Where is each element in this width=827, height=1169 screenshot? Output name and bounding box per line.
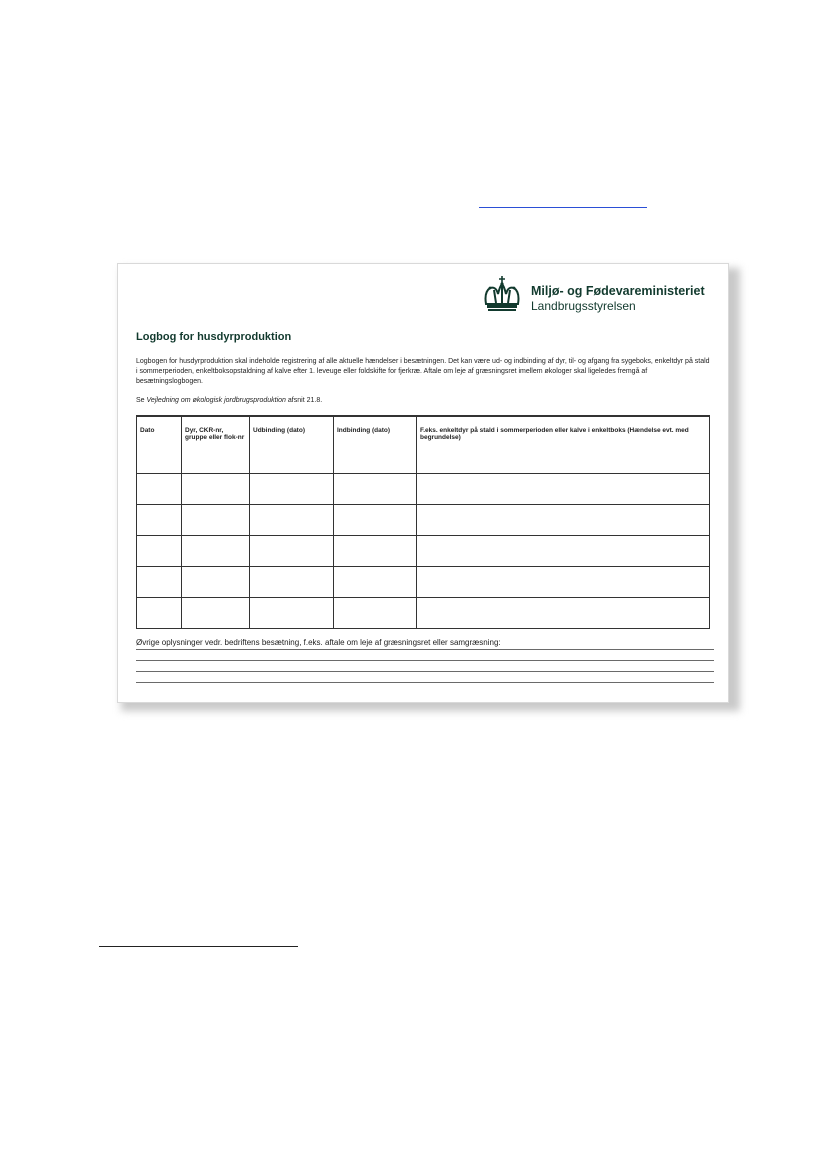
table-cell[interactable] <box>250 504 334 535</box>
table-row <box>137 597 710 628</box>
hyperlink-underline[interactable] <box>479 207 647 208</box>
table-cell[interactable] <box>250 473 334 504</box>
table-cell[interactable] <box>137 473 182 504</box>
table-cell[interactable] <box>417 566 710 597</box>
table-cell[interactable] <box>137 504 182 535</box>
header-indbinding: Indbinding (dato) <box>334 416 417 473</box>
reference-suffix: afsnit 21.8. <box>287 397 323 404</box>
crown-icon <box>480 274 524 314</box>
header-dato: Dato <box>137 416 182 473</box>
table-row <box>137 535 710 566</box>
table-cell[interactable] <box>182 535 250 566</box>
table-cell[interactable] <box>417 597 710 628</box>
table-cell[interactable] <box>334 504 417 535</box>
table-row <box>137 566 710 597</box>
table-cell[interactable] <box>417 473 710 504</box>
page-title: Logbog for husdyrproduktion <box>136 331 292 343</box>
table-cell[interactable] <box>334 597 417 628</box>
table-cell[interactable] <box>334 473 417 504</box>
reference-prefix: Se <box>136 397 145 404</box>
table-cell[interactable] <box>137 535 182 566</box>
other-info-label: Øvrige oplysninger vedr. bedriftens besætning, f.eks. aftale om leje af græsningsret eller samgræsning: <box>136 638 501 647</box>
table-cell[interactable] <box>417 535 710 566</box>
table-cell[interactable] <box>417 504 710 535</box>
table-cell[interactable] <box>182 473 250 504</box>
logbook-form-image <box>117 263 729 703</box>
table-row <box>137 473 710 504</box>
intro-paragraph: Logbogen for husdyrproduktion skal indeholde registrering af alle aktuelle hændelser i besætningen. Det kan være ud- og indbinding af dyr, til- og afgang fra sygeboks, enkeltdyr på stald i sommerperioden, enkeltboksopstaldning af kalve efter 1. leveuge eller foldskifte for fjerkræ. Aftale om leje af græsningsret imellem økologer skal ligeledes fremgå af besætningslogbogen. <box>136 358 710 385</box>
ministry-name: Miljø- og Fødevareministeriet <box>531 284 705 298</box>
table-cell[interactable] <box>334 566 417 597</box>
header-dyr: Dyr, CKR-nr, gruppe eller flok-nr <box>182 416 250 473</box>
writing-line[interactable] <box>136 671 714 672</box>
table-header-row <box>137 416 710 473</box>
reference-title: Vejledning om økologisk jordbrugsproduktion <box>146 397 286 404</box>
header-udbinding: Udbinding (dato) <box>250 416 334 473</box>
footnote-separator <box>99 946 298 947</box>
table-cell[interactable] <box>137 566 182 597</box>
table-cell[interactable] <box>250 566 334 597</box>
table-cell[interactable] <box>250 535 334 566</box>
logbook-table <box>136 415 710 629</box>
table-cell[interactable] <box>334 535 417 566</box>
table-cell[interactable] <box>182 566 250 597</box>
writing-line[interactable] <box>136 649 714 650</box>
reference-line <box>136 397 322 404</box>
header-haendelse: F.eks. enkeltdyr på stald i sommerperioden eller kalve i enkeltboks (Hændelse evt. med begrundelse) <box>417 416 710 473</box>
writing-line[interactable] <box>136 660 714 661</box>
agency-name: Landbrugsstyrelsen <box>531 299 636 313</box>
table-cell[interactable] <box>137 597 182 628</box>
table-cell[interactable] <box>250 597 334 628</box>
table-cell[interactable] <box>182 597 250 628</box>
writing-line[interactable] <box>136 682 714 683</box>
table-row <box>137 504 710 535</box>
table-cell[interactable] <box>182 504 250 535</box>
ministry-logo <box>480 274 720 314</box>
